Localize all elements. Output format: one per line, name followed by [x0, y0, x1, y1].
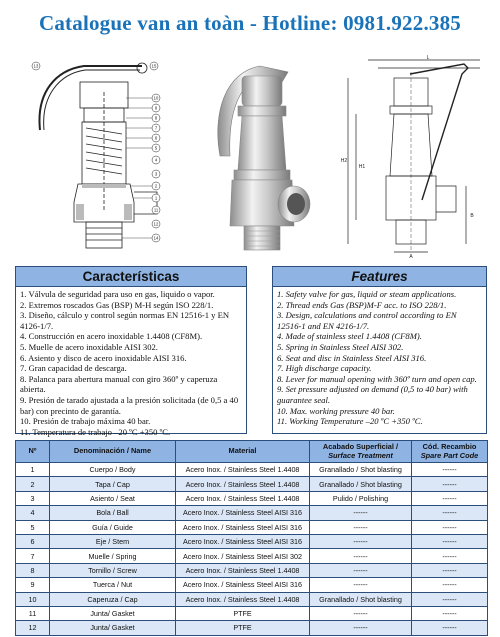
list-item: 6. Asiento y disco de acero inoxidable AISI 316. — [20, 352, 187, 363]
cell-code: ------ — [412, 563, 488, 577]
table-row — [16, 621, 488, 635]
cell-name: Asiento / Seat — [50, 491, 176, 505]
dimension-label: A — [409, 254, 413, 258]
callout-label: 10 — [153, 95, 159, 101]
list-item: 11. Working Temperature –20 ºC +350 ºC. — [277, 416, 423, 427]
column-header-name: Denominación / Name — [50, 441, 176, 463]
cell-code: ------ — [412, 463, 488, 477]
column-header-finish — [310, 441, 412, 463]
cell-material: Acero Inox. / Stainless Steel AISI 316 — [176, 578, 310, 592]
cell-num: 3 — [16, 491, 50, 505]
table-row — [16, 563, 488, 577]
callout-label: 6 — [154, 135, 158, 141]
callout-label: 13 — [33, 63, 39, 69]
valve-photo — [190, 52, 320, 258]
cell-material: PTFE — [176, 621, 310, 635]
page-title: Catalogue van an toàn - Hotline: 0981.922.385 — [38, 11, 461, 35]
cell-code: ------ — [412, 477, 488, 491]
cell-num: 5 — [16, 520, 50, 534]
cell-finish: ------ — [310, 506, 412, 520]
section-drawing-svg — [22, 52, 172, 258]
list-item: 10. Max. working pressure 40 bar. — [277, 405, 395, 416]
cell-num: 7 — [16, 549, 50, 563]
page-banner — [0, 0, 500, 46]
callout-label: 5 — [154, 145, 158, 151]
list-item: 8. Lever for manual opening with 360º turn and open cap. — [277, 373, 477, 384]
cell-num: 9 — [16, 578, 50, 592]
cell-material: Acero Inox. / Stainless Steel AISI 316 — [176, 534, 310, 548]
callout-label: 11 — [153, 207, 159, 213]
cell-num: 4 — [16, 506, 50, 520]
cell-material: Acero Inox. / Stainless Steel 1.4408 — [176, 477, 310, 491]
list-item: 5. Muelle de acero inoxidable AISI 302. — [20, 341, 158, 352]
cell-name: Bola / Ball — [50, 506, 176, 520]
table-row — [16, 477, 488, 491]
features-en-title: Features — [351, 269, 408, 284]
valve-photo-svg — [190, 52, 320, 258]
list-item: 7. Gran capacidad de descarga. — [20, 363, 127, 374]
column-header-num: Nº — [16, 441, 50, 463]
cell-num: 11 — [16, 606, 50, 620]
cell-material: Acero Inox. / Stainless Steel AISI 316 — [176, 506, 310, 520]
cell-num: 10 — [16, 592, 50, 606]
cell-code: ------ — [412, 520, 488, 534]
table-row — [16, 592, 488, 606]
callout-label: 4 — [154, 157, 158, 163]
table-row — [16, 463, 488, 477]
cell-code: ------ — [412, 534, 488, 548]
cell-finish: ------ — [310, 549, 412, 563]
cell-num: 12 — [16, 621, 50, 635]
list-item: 11. Temperatura de trabajo –20 ºC +350 ºC. — [20, 426, 171, 437]
cell-name: Guía / Guide — [50, 520, 176, 534]
cell-code: ------ — [412, 621, 488, 635]
table-row — [16, 578, 488, 592]
cell-finish: ------ — [310, 563, 412, 577]
features-es-panel — [15, 266, 247, 437]
callout-label: 3 — [154, 171, 158, 177]
cell-name: Junta/ Gasket — [50, 621, 176, 635]
cell-finish: Granallado / Shot blasting — [310, 463, 412, 477]
column-header-code-line2: Spare Part Code — [420, 450, 479, 460]
list-item: 1. Safety valve for gas, liquid or steam applications. — [277, 289, 457, 299]
cell-code: ------ — [412, 606, 488, 620]
cell-finish: ------ — [310, 520, 412, 534]
cell-finish: ------ — [310, 621, 412, 635]
callout-label: 2 — [154, 183, 158, 189]
cell-material: Acero Inox. / Stainless Steel 1.4408 — [176, 592, 310, 606]
callout-label: 15 — [151, 63, 157, 69]
table-row — [16, 491, 488, 505]
cell-name: Muelle / Spring — [50, 549, 176, 563]
list-item: 3. Design, calculations and control according to EN 12516-1 and EN 4216-1/7. — [277, 310, 457, 331]
list-item: 4. Construcción en acero inoxidable 1.4408 (CF8M). — [20, 331, 203, 342]
list-item: 6. Seat and disc in Stainless Steel AISI 316. — [277, 352, 427, 363]
cell-name: Cuerpo / Body — [50, 463, 176, 477]
cell-material: Acero Inox. / Stainless Steel AISI 302 — [176, 549, 310, 563]
dimension-label: B — [470, 213, 474, 219]
parts-table — [15, 440, 488, 636]
list-item: 1. Válvula de seguridad para uso en gas, liquido o vapor. — [20, 289, 215, 299]
cell-code: ------ — [412, 549, 488, 563]
cell-finish: ------ — [310, 606, 412, 620]
features-en-panel — [272, 266, 487, 434]
dimension-drawing — [338, 52, 488, 258]
column-header-code — [412, 441, 488, 463]
cell-name: Junta/ Gasket — [50, 606, 176, 620]
list-item: 2. Thread ends Gas (BSP)M-F acc. to ISO 228/1. — [277, 299, 447, 310]
column-header-finish-line1: Acabado Superficial / — [322, 441, 399, 451]
cell-material: Acero Inox. / Stainless Steel 1.4408 — [176, 491, 310, 505]
features-es-title: Características — [82, 269, 180, 284]
table-row — [16, 534, 488, 548]
features-en-header — [273, 267, 486, 287]
cell-name: Tapa / Cap — [50, 477, 176, 491]
cell-material: Acero Inox. / Stainless Steel 1.4408 — [176, 563, 310, 577]
cell-code: ------ — [412, 578, 488, 592]
parts-table-body — [16, 463, 488, 636]
column-header-material: Material — [176, 441, 310, 463]
cell-num: 8 — [16, 563, 50, 577]
cell-name: Caperuza / Cap — [50, 592, 176, 606]
cell-num: 1 — [16, 463, 50, 477]
cell-finish: ------ — [310, 578, 412, 592]
features-es-header — [16, 267, 246, 287]
table-header-row — [16, 441, 488, 463]
callout-label: 1 — [154, 195, 158, 201]
dimension-drawing-svg — [338, 52, 488, 258]
cell-finish: Granallado / Shot blasting — [310, 477, 412, 491]
cell-code: ------ — [412, 491, 488, 505]
features-es-list — [16, 287, 246, 437]
cell-num: 2 — [16, 477, 50, 491]
cell-name: Tuerca / Nut — [50, 578, 176, 592]
cell-code: ------ — [412, 506, 488, 520]
cell-name: Tornillo / Screw — [50, 563, 176, 577]
cell-finish: Granallado / Shot blasting — [310, 592, 412, 606]
list-item: 10. Presión de trabajo máxima 40 bar. — [20, 416, 151, 427]
features-en-list — [273, 287, 486, 427]
dimension-label: H1 — [358, 164, 366, 170]
dimension-label: L — [426, 55, 430, 61]
cell-material: Acero Inox. / Stainless Steel AISI 316 — [176, 520, 310, 534]
cell-num: 6 — [16, 534, 50, 548]
callout-label: 8 — [154, 115, 158, 121]
table-row — [16, 549, 488, 563]
callout-label: 14 — [153, 235, 159, 241]
callout-label: 7 — [154, 125, 158, 131]
list-item: 4. Made of stainless steel 1.4408 (CF8M). — [277, 331, 422, 342]
list-item: 8. Palanca para abertura manual con giro 360º y caperuza abierta. — [20, 373, 218, 395]
cell-code: ------ — [412, 592, 488, 606]
list-item: 3. Diseño, cálculo y control según normas EN 12516-1 y EN 4126-1/7. — [20, 310, 230, 331]
column-header-code-line1: Cód. Recambio — [422, 441, 477, 451]
column-header-finish-line2: Surface Treatment — [328, 450, 393, 460]
table-row — [16, 606, 488, 620]
cell-name: Eje / Stem — [50, 534, 176, 548]
cell-material: PTFE — [176, 606, 310, 620]
cell-finish: ------ — [310, 534, 412, 548]
list-item: 9. Set pressure adjusted on demand (0,5 to 40 bar) with guarantee seal. — [277, 384, 468, 405]
table-row — [16, 506, 488, 520]
dimension-label: H2 — [340, 158, 348, 164]
callout-label: 9 — [154, 105, 158, 111]
section-drawing — [22, 52, 172, 258]
cell-material: Acero Inox. / Stainless Steel 1.4408 — [176, 463, 310, 477]
list-item: 2. Extremos roscados Gas (BSP) M-H según ISO 228/1. — [20, 299, 214, 310]
product-figures — [0, 52, 500, 258]
callout-label: 12 — [153, 221, 159, 227]
table-row — [16, 520, 488, 534]
cell-finish: Pulido / Polishing — [310, 491, 412, 505]
list-item: 5. Spring in Stainless Steel AISI 302. — [277, 341, 404, 352]
list-item: 7. High discharge capacity. — [277, 363, 372, 374]
list-item: 9. Presión de tarado ajustada a la presión solicitada (de 0,5 a 40 bar) con precinto de garantía. — [20, 394, 239, 416]
